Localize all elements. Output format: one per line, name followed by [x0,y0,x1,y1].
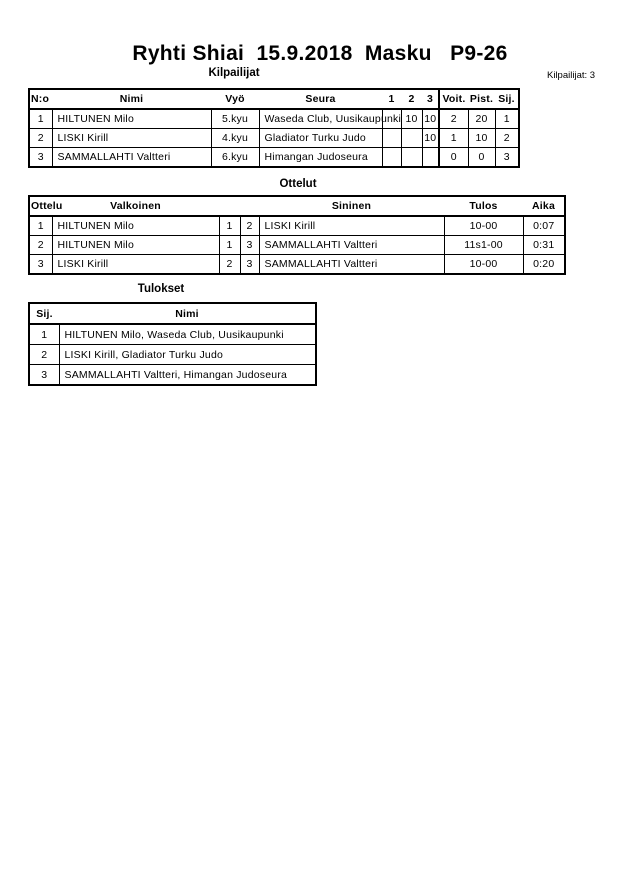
cell-points: 20 [468,109,495,129]
cell-match-no: 3 [29,255,52,275]
col-header-time: Aika [523,196,565,216]
cell-match-no: 1 [29,216,52,236]
competitor-row [29,129,519,148]
cell-white-name: HILTUNEN Milo [52,236,219,255]
cell-round1 [382,148,401,168]
cell-blue-no: 2 [240,216,259,236]
competitor-row [29,148,519,168]
cell-wins: 0 [439,148,468,168]
cell-blue-name: LISKI Kirill [259,216,444,236]
competitors-header-row [29,89,519,109]
col-header-white: Valkoinen [52,196,219,216]
cell-white-name: HILTUNEN Milo [52,216,219,236]
col-header-place: Sij. [495,89,519,109]
cell-white-no: 1 [219,216,240,236]
col-header-blank [240,196,259,216]
cell-time: 0:20 [523,255,565,275]
col-header-place: Sij. [29,303,59,324]
col-header-blue: Sininen [259,196,444,216]
cell-belt: 6.kyu [211,148,259,168]
cell-round3: 10 [422,129,439,148]
cell-place: 2 [495,129,519,148]
cell-place: 2 [29,345,59,365]
cell-blue-no: 3 [240,236,259,255]
cell-round3 [422,148,439,168]
results-table [28,302,317,386]
result-row [29,324,316,345]
cell-name: HILTUNEN Milo, Waseda Club, Uusikaupunki [59,324,316,345]
col-header-round2: 2 [401,89,422,109]
cell-wins: 2 [439,109,468,129]
cell-match-no: 2 [29,236,52,255]
col-header-round3: 3 [422,89,439,109]
cell-name: LISKI Kirill [52,129,211,148]
cell-no: 1 [29,109,52,129]
cell-white-no: 1 [219,236,240,255]
cell-white-name: LISKI Kirill [52,255,219,275]
club-text: Himangan Judoseura [264,151,368,163]
col-header-result: Tulos [444,196,523,216]
cell-wins: 1 [439,129,468,148]
page-title: Ryhti Shiai 15.9.2018 Masku P9-26 [132,42,508,65]
col-header-name: Nimi [59,303,316,324]
cell-name: SAMMALLAHTI Valtteri, Himangan Judoseura [59,365,316,386]
cell-blue-no: 3 [240,255,259,275]
match-row [29,255,565,275]
cell-round2 [401,129,422,148]
section-title-competitors: Kilpailijat [208,67,260,79]
cell-name: HILTUNEN Milo [52,109,211,129]
cell-no: 2 [29,129,52,148]
cell-white-no: 2 [219,255,240,275]
cell-club [259,109,402,129]
result-row [29,365,316,386]
section-title-results: Tulokset [137,283,185,295]
match-row [29,216,565,236]
competitor-row [29,109,519,129]
cell-time: 0:31 [523,236,565,255]
matches-table [28,195,566,275]
cell-place: 1 [495,109,519,129]
col-header-points: Pist. [468,89,495,109]
matches-header-row [29,196,565,216]
col-header-name: Nimi [52,89,211,109]
club-text: Waseda Club, Uusikaupunki [264,113,402,125]
col-header-wins: Voit. [439,89,468,109]
match-row [29,236,565,255]
cell-name: SAMMALLAHTI Valtteri [52,148,211,168]
cell-round1 [382,129,401,148]
col-header-blank [219,196,240,216]
cell-belt: 5.kyu [211,109,259,129]
section-title-matches: Ottelut [279,178,317,190]
cell-round2 [401,148,422,168]
cell-club [259,129,382,148]
result-row [29,345,316,365]
cell-place: 1 [29,324,59,345]
cell-no: 3 [29,148,52,168]
col-header-round1: 1 [382,89,401,109]
cell-belt: 4.kyu [211,129,259,148]
col-header-club: Seura [259,89,382,109]
cell-result: 10-00 [444,255,523,275]
cell-name: LISKI Kirill, Gladiator Turku Judo [59,345,316,365]
cell-round3: 10 [422,109,439,129]
col-header-no: N:o [29,89,52,109]
cell-club [259,148,382,168]
cell-result: 11s1-00 [444,236,523,255]
club-text: Gladiator Turku Judo [264,132,366,144]
cell-place: 3 [29,365,59,386]
cell-points: 0 [468,148,495,168]
cell-round2: 10 [401,109,422,129]
col-header-match: Ottelu [29,196,52,216]
cell-points: 10 [468,129,495,148]
col-header-belt: Vyö [211,89,259,109]
cell-blue-name: SAMMALLAHTI Valtteri [259,236,444,255]
cell-blue-name: SAMMALLAHTI Valtteri [259,255,444,275]
cell-time: 0:07 [523,216,565,236]
competitor-count-label: Kilpailijat: 3 [547,70,596,81]
cell-place: 3 [495,148,519,168]
results-header-row [29,303,316,324]
cell-result: 10-00 [444,216,523,236]
competitors-table [28,88,520,168]
